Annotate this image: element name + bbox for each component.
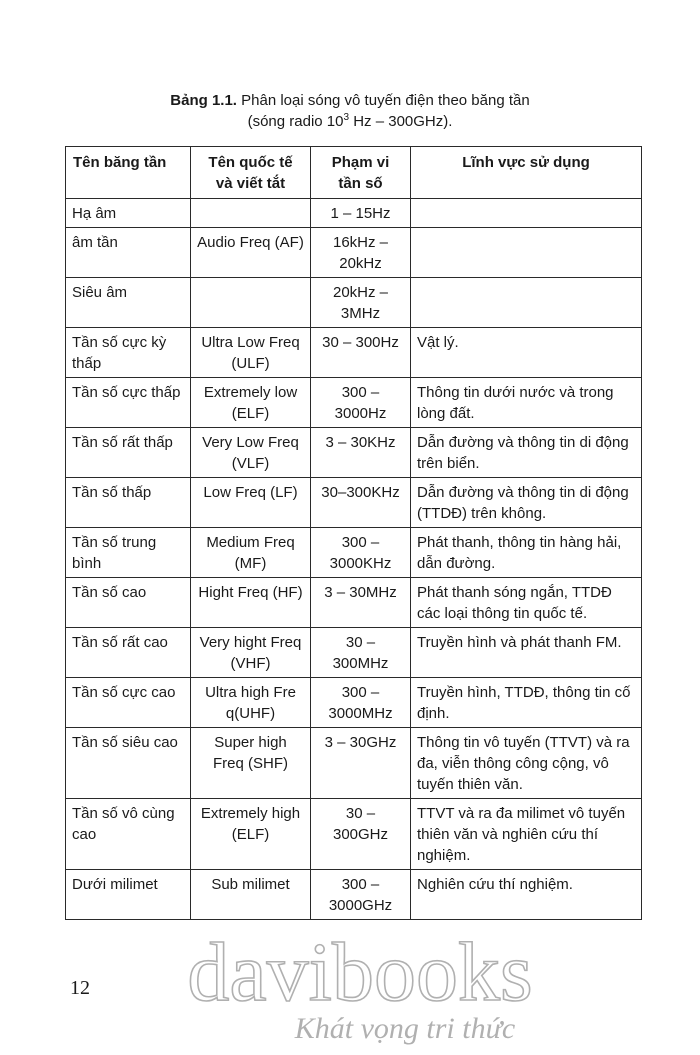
cell-intl: Ultra high Fre q(UHF) (191, 678, 311, 728)
cell-intl: Audio Freq (AF) (191, 228, 311, 278)
cell-use (411, 228, 642, 278)
cell-range: 30 – 300Hz (311, 328, 411, 378)
cell-band: Tần số cực cao (66, 678, 191, 728)
cell-intl: Ultra Low Freq (ULF) (191, 328, 311, 378)
cell-band: âm tần (66, 228, 191, 278)
cell-use: Thông tin vô tuyến (TTVT) và ra đa, viễn thông công cộng, vô tuyến thiên văn. (411, 728, 642, 799)
caption-line-1 (0, 90, 700, 111)
cell-range: 30 – 300GHz (311, 799, 411, 870)
cell-range: 300 – 3000KHz (311, 528, 411, 578)
cell-use: Dẫn đường và thông tin di động trên biển. (411, 428, 642, 478)
cell-range: 3 – 30MHz (311, 578, 411, 628)
table-row (66, 478, 642, 528)
cell-intl: Super high Freq (SHF) (191, 728, 311, 799)
table-row (66, 728, 642, 799)
watermark-brand: davibooks (187, 926, 533, 1019)
cell-band: Tần số vô cùng cao (66, 799, 191, 870)
table-row (66, 278, 642, 328)
cell-band: Tần số rất cao (66, 628, 191, 678)
davibooks-watermark-logo (150, 918, 570, 1048)
cell-range: 1 – 15Hz (311, 199, 411, 228)
caption-sub-prefix: (sóng radio 10 (247, 113, 344, 130)
frequency-band-table (65, 146, 642, 920)
table-row (66, 378, 642, 428)
cell-range: 30 – 300MHz (311, 628, 411, 678)
cell-range: 20kHz – 3MHz (311, 278, 411, 328)
cell-use: Vật lý. (411, 328, 642, 378)
cell-band: Tần số thấp (66, 478, 191, 528)
table-row (66, 428, 642, 478)
cell-intl: Hight Freq (HF) (191, 578, 311, 628)
caption-title: Phân loại sóng vô tuyến điện theo băng tần (241, 92, 530, 109)
cell-intl (191, 278, 311, 328)
cell-use: Thông tin dưới nước và trong lòng đất. (411, 378, 642, 428)
table-row (66, 628, 642, 678)
table-row (66, 799, 642, 870)
header-range-line-2: tần số (338, 175, 383, 192)
watermark-slogan: Khát vọng tri thức (294, 1012, 516, 1045)
caption-label: Bảng 1.1. (170, 92, 237, 109)
table-caption (0, 90, 700, 132)
cell-range: 3 – 30GHz (311, 728, 411, 799)
cell-intl: Medium Freq (MF) (191, 528, 311, 578)
table-row (66, 199, 642, 228)
header-usage: Lĩnh vực sử dụng (411, 147, 642, 199)
cell-use (411, 199, 642, 228)
cell-intl: Extremely high (ELF) (191, 799, 311, 870)
cell-intl: Very hight Freq (VHF) (191, 628, 311, 678)
table-row (66, 870, 642, 920)
cell-use: Nghiên cứu thí nghiệm. (411, 870, 642, 920)
header-frequency-range (311, 147, 411, 199)
cell-intl: Sub milimet (191, 870, 311, 920)
cell-band: Tần số cực thấp (66, 378, 191, 428)
table-header-row (66, 147, 642, 199)
cell-use: Phát thanh sóng ngắn, TTDĐ các loại thông tin quốc tế. (411, 578, 642, 628)
cell-band: Tần số rất thấp (66, 428, 191, 478)
cell-band: Siêu âm (66, 278, 191, 328)
cell-use: Phát thanh, thông tin hàng hải, dẫn đường. (411, 528, 642, 578)
cell-band: Dưới milimet (66, 870, 191, 920)
header-band-name: Tên băng tần (66, 147, 191, 199)
header-intl-line-2: và viết tắt (215, 175, 286, 192)
cell-intl (191, 199, 311, 228)
cell-use (411, 278, 642, 328)
cell-range: 3 – 30KHz (311, 428, 411, 478)
header-range-line-1: Phạm vi (331, 154, 390, 171)
cell-band: Tần số siêu cao (66, 728, 191, 799)
caption-line-2 (0, 111, 700, 132)
table-row (66, 328, 642, 378)
cell-band: Hạ âm (66, 199, 191, 228)
cell-use: Truyền hình và phát thanh FM. (411, 628, 642, 678)
cell-range: 30–300KHz (311, 478, 411, 528)
cell-band: Tần số cao (66, 578, 191, 628)
cell-intl: Low Freq (LF) (191, 478, 311, 528)
cell-band: Tần số cực kỳ thấp (66, 328, 191, 378)
table-row (66, 528, 642, 578)
table-row (66, 578, 642, 628)
cell-use: Dẫn đường và thông tin di động (TTDĐ) trên không. (411, 478, 642, 528)
cell-intl: Extremely low (ELF) (191, 378, 311, 428)
header-intl-name (191, 147, 311, 199)
header-intl-line-1: Tên quốc tế (208, 154, 293, 171)
cell-band: Tần số trung bình (66, 528, 191, 578)
cell-range: 300 – 3000MHz (311, 678, 411, 728)
cell-use: Truyền hình, TTDĐ, thông tin cố định. (411, 678, 642, 728)
caption-sub-exponent: 3 (343, 112, 350, 123)
cell-range: 300 – 3000GHz (311, 870, 411, 920)
table-row (66, 228, 642, 278)
caption-sub-suffix: Hz – 300GHz). (349, 113, 453, 130)
cell-intl: Very Low Freq (VLF) (191, 428, 311, 478)
table-row (66, 678, 642, 728)
page-number: 12 (70, 977, 90, 999)
cell-range: 300 – 3000Hz (311, 378, 411, 428)
cell-use: TTVT và ra đa milimet vô tuyến thiên văn và nghiên cứu thí nghiệm. (411, 799, 642, 870)
cell-range: 16kHz – 20kHz (311, 228, 411, 278)
